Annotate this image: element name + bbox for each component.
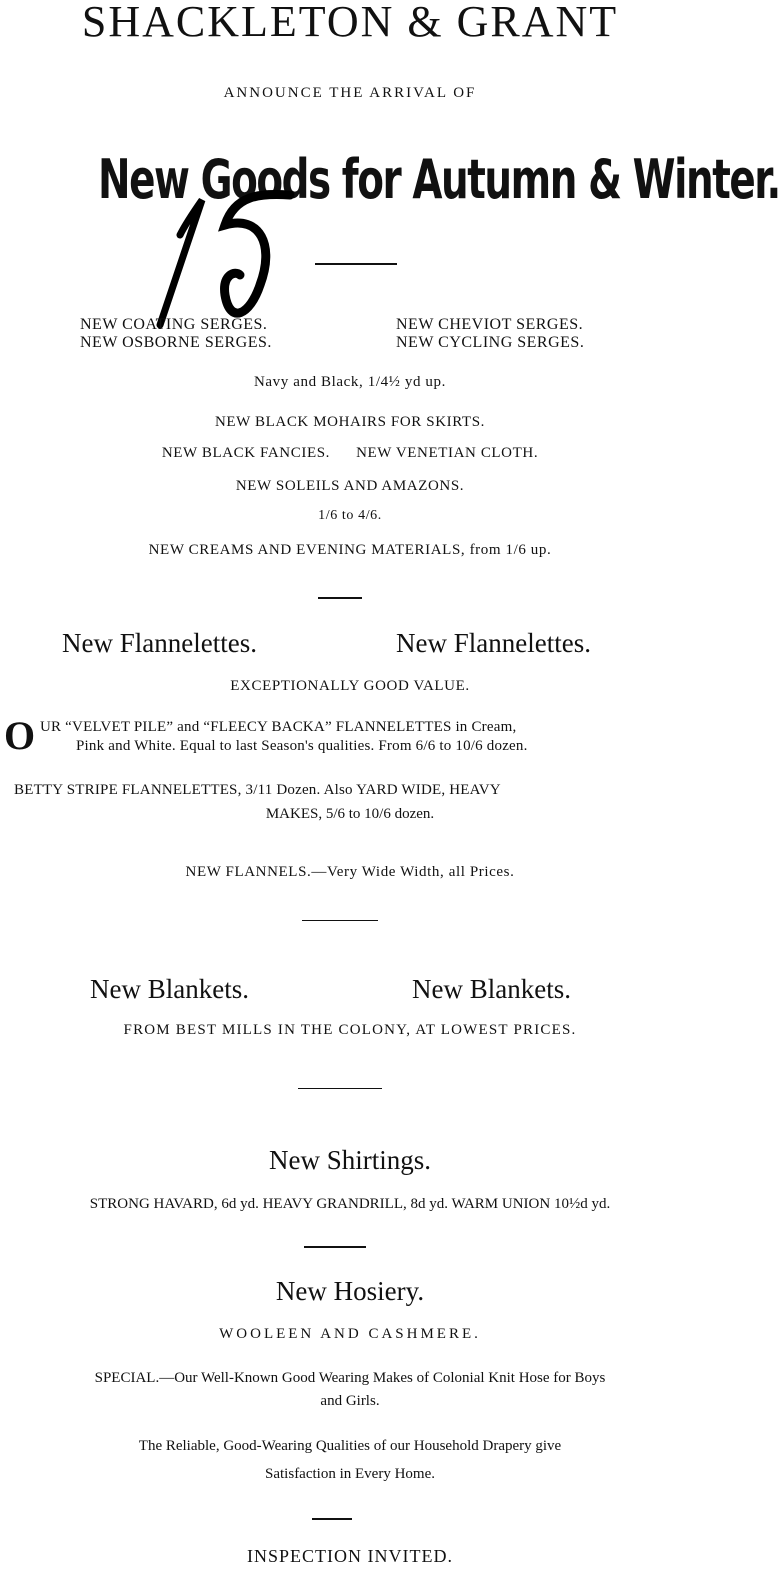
divider — [312, 1518, 352, 1520]
blankets-heading-left: New Blankets. — [90, 974, 249, 1004]
reliable-line1: The Reliable, Good-Wearing Qualities of our Household Drapery give — [138, 1438, 562, 1454]
main-headline: New Goods for Autumn & Winter. — [97, 148, 780, 211]
reliable-line2: Satisfaction in Every Home. — [265, 1466, 435, 1482]
serges-left — [80, 316, 272, 352]
blankets-heading-right: New Blankets. — [412, 974, 571, 1004]
divider — [318, 597, 362, 599]
shirtings-line: STRONG HAVARD, 6d yd. HEAVY GRANDRILL, 8d yd. WARM UNION 10½d yd. — [89, 1196, 611, 1212]
flannelettes-heading-left: New Flannelettes. — [62, 628, 257, 658]
special-line2: and Girls. — [320, 1393, 380, 1409]
drop-cap: O — [4, 713, 36, 758]
navy-price: Navy and Black, 1/4½ yd up. — [253, 374, 446, 390]
fancies-line: NEW BLACK FANCIES. NEW VENETIAN CLOTH. — [161, 445, 539, 461]
headline-rule — [315, 263, 397, 265]
serge-item: NEW CHEVIOT SERGES. — [396, 316, 584, 333]
flannels-line: NEW FLANNELS.—Very Wide Width, all Prices. — [185, 864, 515, 880]
divider — [302, 920, 378, 921]
serge-item: NEW COATING SERGES. — [80, 316, 268, 333]
velvet-pile-line2: Pink and White. Equal to last Season's qualities. From 6/6 to 10/6 dozen. — [76, 738, 528, 754]
shirtings-heading: New Shirtings. — [269, 1145, 431, 1175]
flannelettes-value: EXCEPTIONALLY GOOD VALUE. — [230, 678, 470, 694]
serges-right — [396, 316, 584, 352]
serge-item: NEW CYCLING SERGES. — [396, 334, 585, 351]
handwritten-number-15 — [140, 175, 340, 335]
serge-item: NEW OSBORNE SERGES. — [80, 334, 272, 351]
divider — [298, 1088, 382, 1089]
special-line1: SPECIAL.—Our Well-Known Good Wearing Makes of Colonial Knit Hose for Boys — [94, 1370, 606, 1386]
creams-line: NEW CREAMS AND EVENING MATERIALS, from 1/6 up. — [148, 542, 552, 558]
mohairs-line: NEW BLACK MOHAIRS FOR SKIRTS. — [214, 414, 485, 430]
blankets-sub: FROM BEST MILLS IN THE COLONY, AT LOWEST PRICES. — [123, 1022, 577, 1038]
betty-stripe-line2: MAKES, 5/6 to 10/6 dozen. — [265, 806, 435, 822]
footer-inspection-invited: INSPECTION INVITED. — [247, 1546, 453, 1566]
hosiery-sub: WOOLEEN AND CASHMERE. — [219, 1326, 481, 1342]
announce-line: ANNOUNCE THE ARRIVAL OF — [223, 85, 477, 101]
divider — [304, 1246, 366, 1248]
betty-stripe-line1: BETTY STRIPE FLANNELETTES, 3/11 Dozen. Also YARD WIDE, HEAVY — [14, 782, 501, 798]
advertiser-name: SHACKLETON & GRANT — [81, 0, 619, 46]
flannelettes-heading-right: New Flannelettes. — [396, 628, 591, 658]
soleils-price: 1/6 to 4/6. — [318, 508, 382, 523]
velvet-pile-line1: UR “VELVET PILE” and “FLEECY BACKA” FLANNELETTES in Cream, — [40, 719, 517, 735]
hosiery-heading: New Hosiery. — [275, 1276, 425, 1306]
soleils-line: NEW SOLEILS AND AMAZONS. — [235, 478, 465, 494]
